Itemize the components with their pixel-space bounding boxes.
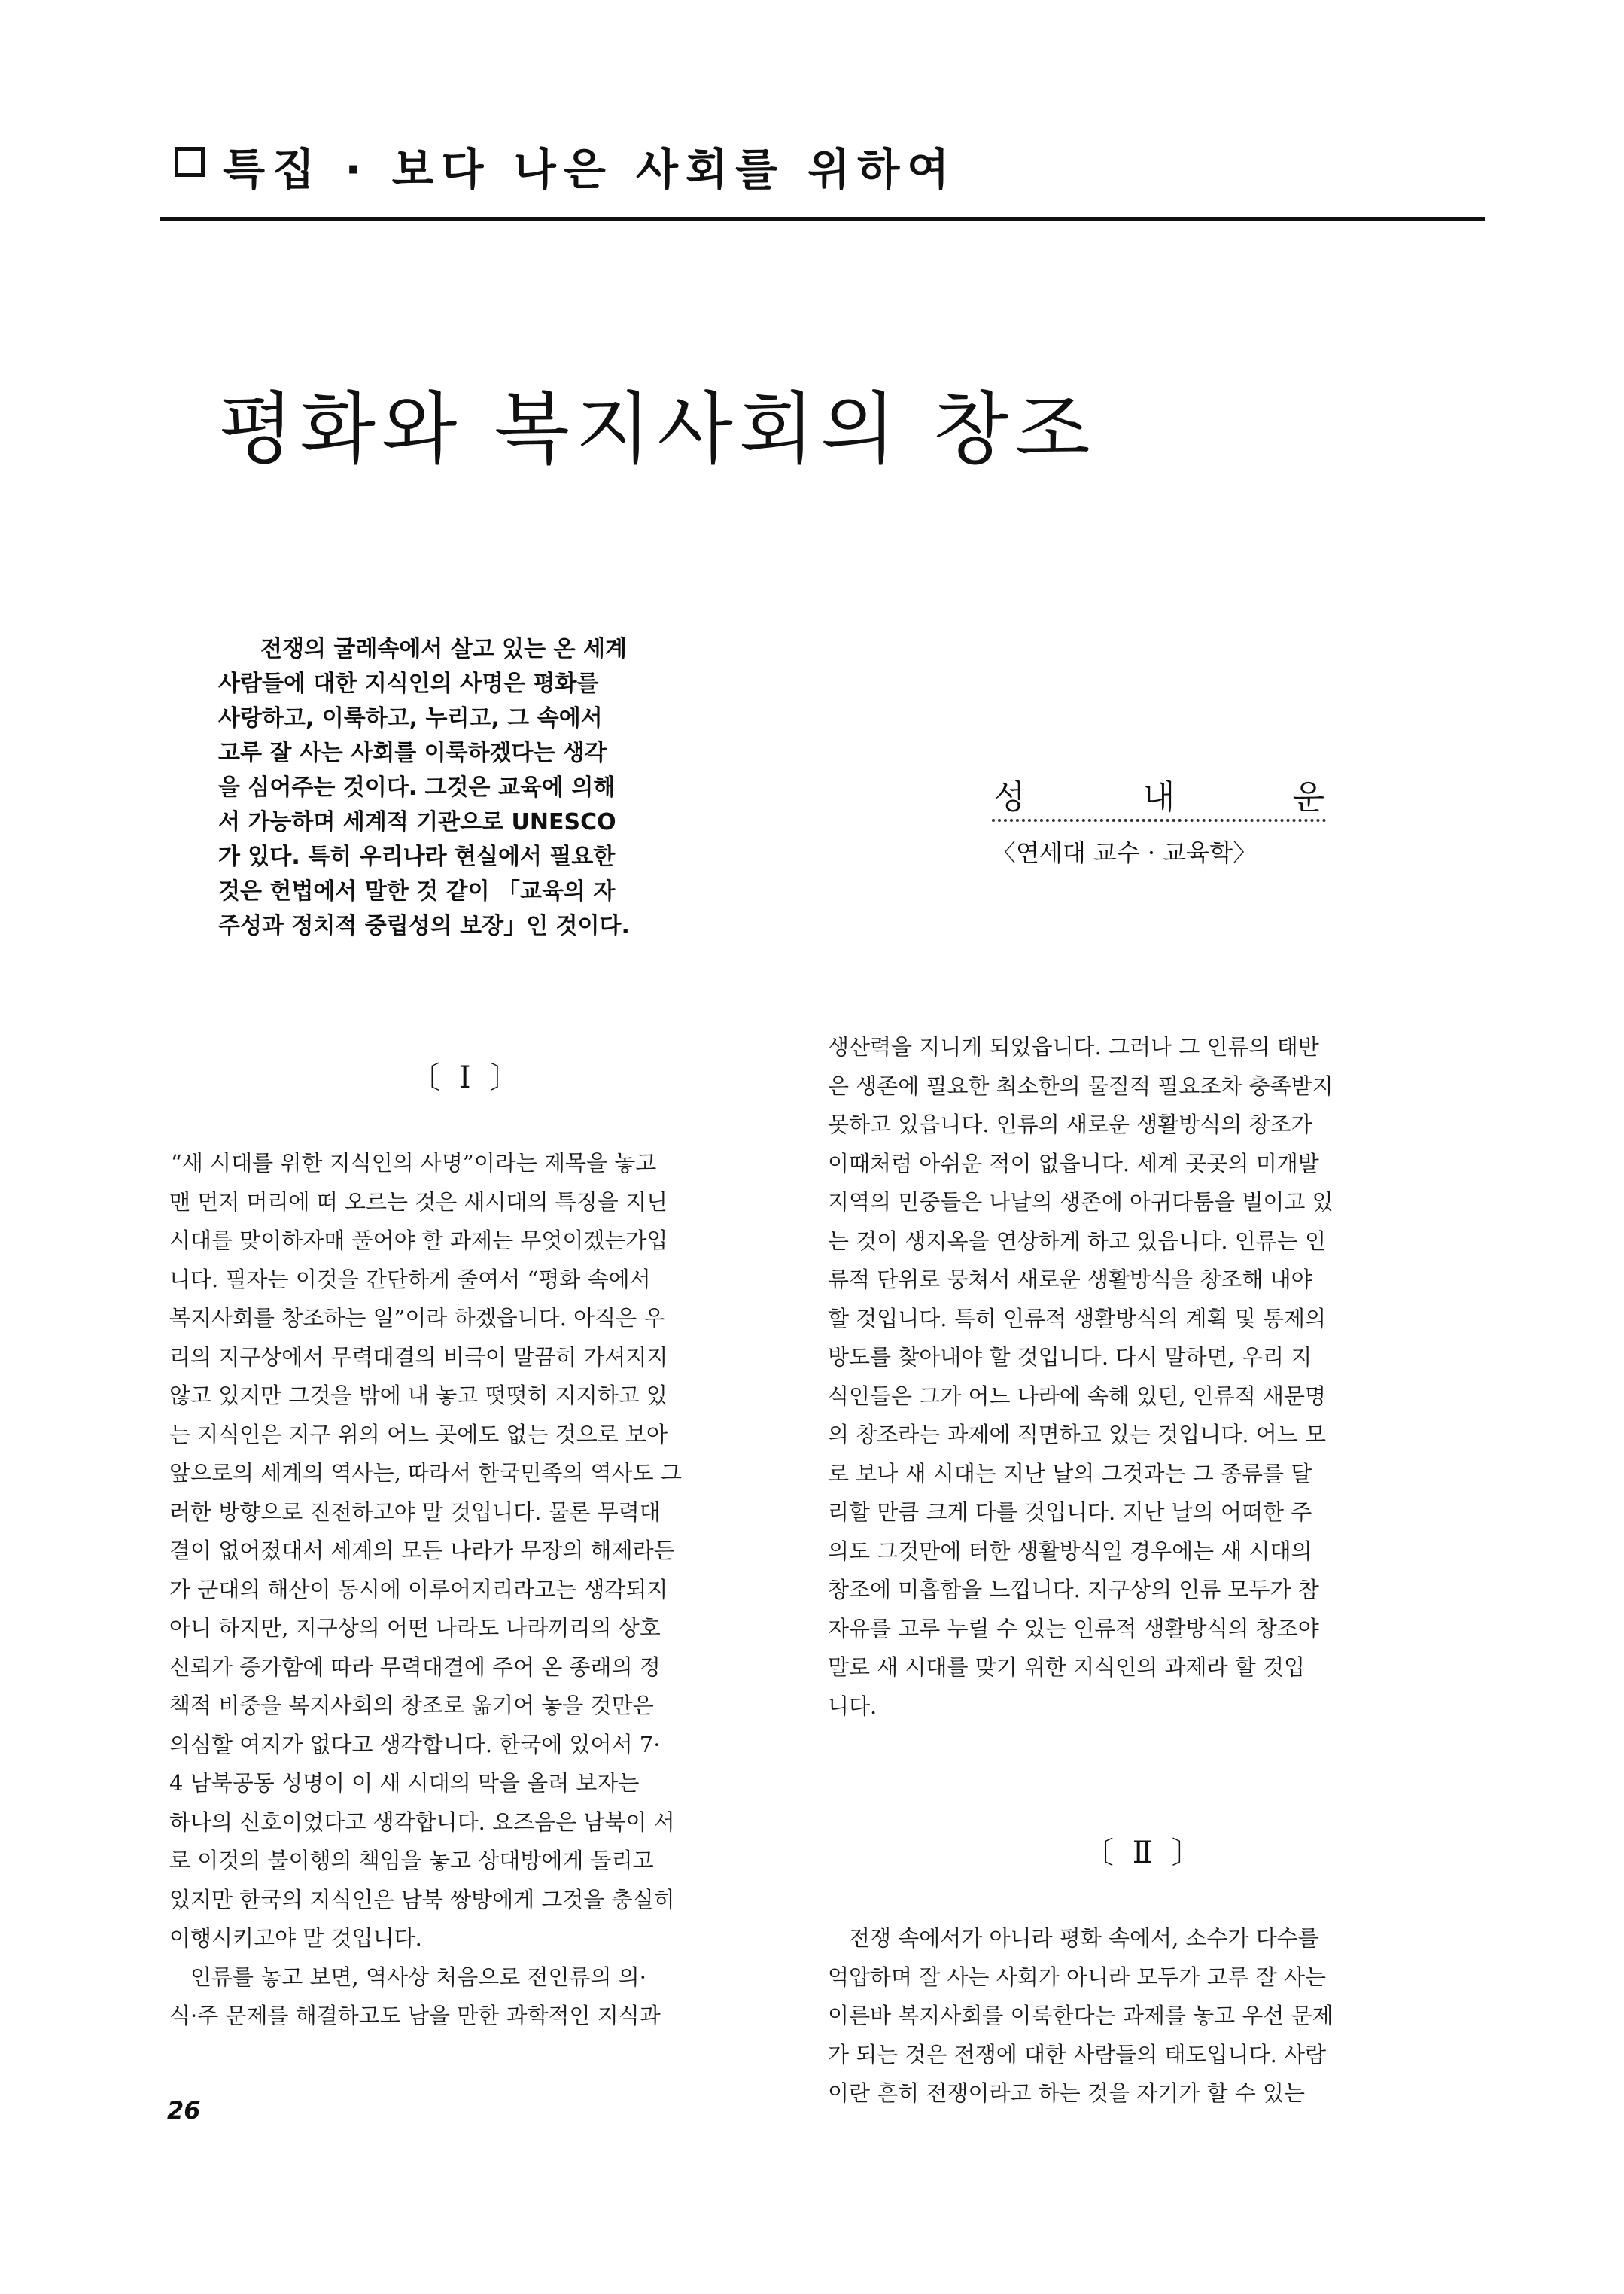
abstract-line: 을 심어주는 것이다. 그것은 교육에 의해 [218,774,616,801]
text-line: 이행시키고야 말 것입니다. [169,1925,422,1951]
text-line: 의 창조라는 과제에 직면하고 있는 것입니다. 어느 모 [828,1422,1327,1447]
abstract-line: 고루 잘 사는 사회를 이룩하겠다는 생각 [218,740,607,766]
text-line: 이른바 복지사회를 이룩한다는 과제를 놓고 우선 문제 [828,2003,1334,2028]
abstract-line: 전쟁의 굴레속에서 살고 있는 온 세계 [260,636,627,662]
author-name-char: 내 [1142,778,1175,817]
left-column [169,1144,682,2036]
text-line: 있지만 한국의 지식인은 남북 쌍방에게 그것을 충실히 [169,1886,675,1912]
text-line: 로 보나 새 시대는 지난 날의 그것과는 그 종류를 달 [828,1460,1312,1486]
author-name [993,770,1324,818]
text-line: 복지사회를 창조하는 일”이라 하겠읍니다. 아직은 우 [169,1305,665,1331]
text-line: 로 이것의 불이행의 책임을 놓고 상대방에게 돌리고 [169,1848,654,1873]
text-line: 결이 없어졌대서 세계의 모든 나라가 무장의 해제라든 [169,1538,675,1563]
section-header: 특집 · 보다 나은 사회를 위하여 [223,144,957,195]
text-line: 맨 먼저 머리에 떠 오르는 것은 새시대의 특징을 지닌 [169,1188,668,1215]
text-line: 인류를 놓고 보면, 역사상 처음으로 전인류의 의· [190,1964,647,1990]
text-line: “새 시대를 위한 지식인의 사명”이라는 제목을 놓고 [171,1150,657,1176]
abstract [218,632,730,944]
right-column-top [828,1028,1334,1726]
text-line: 는 지식인은 지구 위의 어느 곳에도 없는 것으로 보아 [169,1421,668,1447]
text-line: 자유를 고루 누릴 수 있는 인류적 생활방식의 창조야 [828,1615,1319,1641]
page-number: 26 [167,2096,201,2125]
text-line: 의도 그것만에 터한 생활방식일 경우에는 새 시대의 [828,1538,1312,1564]
text-line: 않고 있지만 그것을 밖에 내 놓고 떳떳히 지지하고 있 [169,1383,668,1408]
text-line: 러한 방향으로 진전하고야 말 것입니다. 물론 무력대 [169,1498,661,1525]
text-line: 식인들은 그가 어느 나라에 속해 있던, 인류적 새문명 [828,1383,1327,1409]
abstract-line: 것은 헌법에서 말한 것 같이 「교육의 자 [218,878,616,905]
text-line: 앞으로의 세계의 역사는, 따라서 한국민족의 역사도 그 [169,1460,682,1486]
text-line: 의심할 여지가 없다고 생각합니다. 한국에 있어서 7· [169,1731,661,1757]
text-line: 신뢰가 증가함에 따라 무력대결에 주어 온 종래의 정 [169,1654,661,1680]
text-line: 니다. [828,1693,877,1719]
text-line: 생산력을 지니게 되었읍니다. 그러나 그 인류의 태반 [828,1034,1319,1060]
text-line: 못하고 있읍니다. 인류의 새로운 생활방식의 창조가 [828,1112,1312,1137]
section-heading-1: 〔 I 〕 [410,1060,525,1095]
text-line: 가 되는 것은 전쟁에 대한 사람들의 태도입니다. 사람 [828,2041,1327,2067]
text-line: 가 군대의 해산이 동시에 이루어지리라고는 생각되지 [169,1576,668,1602]
author-dotted-rule [992,819,1326,822]
section-heading-2: 〔 Ⅱ 〕 [1084,1836,1206,1870]
abstract-line: 서 가능하며 세계적 기관으로 UNESCO [218,809,616,835]
author-name-char: 운 [1292,778,1324,817]
text-line: 창조에 미흡함을 느낍니다. 지구상의 인류 모두가 참 [828,1577,1319,1602]
text-line: 전쟁 속에서가 아니라 평화 속에서, 소수가 다수를 [849,1925,1319,1951]
text-line: 아니 하지만, 지구상의 어떤 나라도 나라끼리의 상호 [169,1615,661,1641]
text-line: 하나의 신호이었다고 생각합니다. 요즈음은 남북이 서 [169,1809,675,1835]
text-line: 리의 지구상에서 무력대결의 비극이 말끔히 가셔지지 [169,1343,668,1370]
text-line: 시대를 맞이하자매 풀어야 할 과제는 무엇이겠는가입 [169,1228,668,1253]
abstract-line: 사랑하고, 이룩하고, 누리고, 그 속에서 [218,705,603,732]
author-affiliation: 〈연세대 교수 · 교육학〉 [992,838,1257,867]
abstract-line: 주성과 정치적 중립성의 보장」인 것이다. [218,913,630,939]
text-line: 은 생존에 필요한 최소한의 물질적 필요조차 충족받지 [828,1072,1334,1099]
text-line: 책적 비중을 복지사회의 창조로 옮기어 놓을 것만은 [169,1693,654,1718]
text-line: 말로 새 시대를 맞기 위한 지식인의 과제라 할 것입 [828,1654,1306,1680]
abstract-line: 사람들에 대한 지식인의 사명은 평화를 [218,671,599,697]
text-line: 4 남북공동 성명이 이 새 시대의 막을 올려 보자는 [169,1770,640,1796]
header-square-icon [175,147,205,177]
header-rule [160,217,1485,221]
text-line: 류적 단위로 뭉쳐서 새로운 생활방식을 창조해 내야 [828,1267,1312,1292]
author-name-char: 성 [993,778,1026,817]
text-line: 할 것입니다. 특히 인류적 생활방식의 계획 및 통제의 [828,1305,1327,1331]
text-line: 니다. 필자는 이것을 간단하게 줄여서 “평화 속에서 [169,1266,651,1292]
abstract-line: 가 있다. 특히 우리나라 현실에서 필요한 [218,844,616,870]
text-line: 지역의 민중들은 나날의 생존에 아귀다툼을 벌이고 있 [828,1189,1334,1215]
text-line: 방도를 찾아내야 할 것입니다. 다시 말하면, 우리 지 [828,1344,1312,1370]
text-line: 는 것이 생지옥을 연상하게 하고 있읍니다. 인류는 인 [828,1228,1327,1254]
text-line: 이때처럼 아쉬운 적이 없읍니다. 세계 곳곳의 미개발 [828,1150,1319,1176]
article-title: 평화와 복지사회의 창조 [218,383,1096,475]
text-line: 이란 흔히 전쟁이라고 하는 것을 자기가 할 수 있는 [828,2080,1306,2106]
text-line: 식·주 문제를 해결하고도 남을 만한 과학적인 지식과 [169,2003,661,2028]
right-column-bottom [828,1919,1334,2113]
text-line: 리할 만큼 크게 다를 것입니다. 지난 날의 어떠한 주 [828,1499,1312,1525]
text-line: 억압하며 잘 사는 사회가 아니라 모두가 고루 잘 사는 [828,1964,1327,1990]
